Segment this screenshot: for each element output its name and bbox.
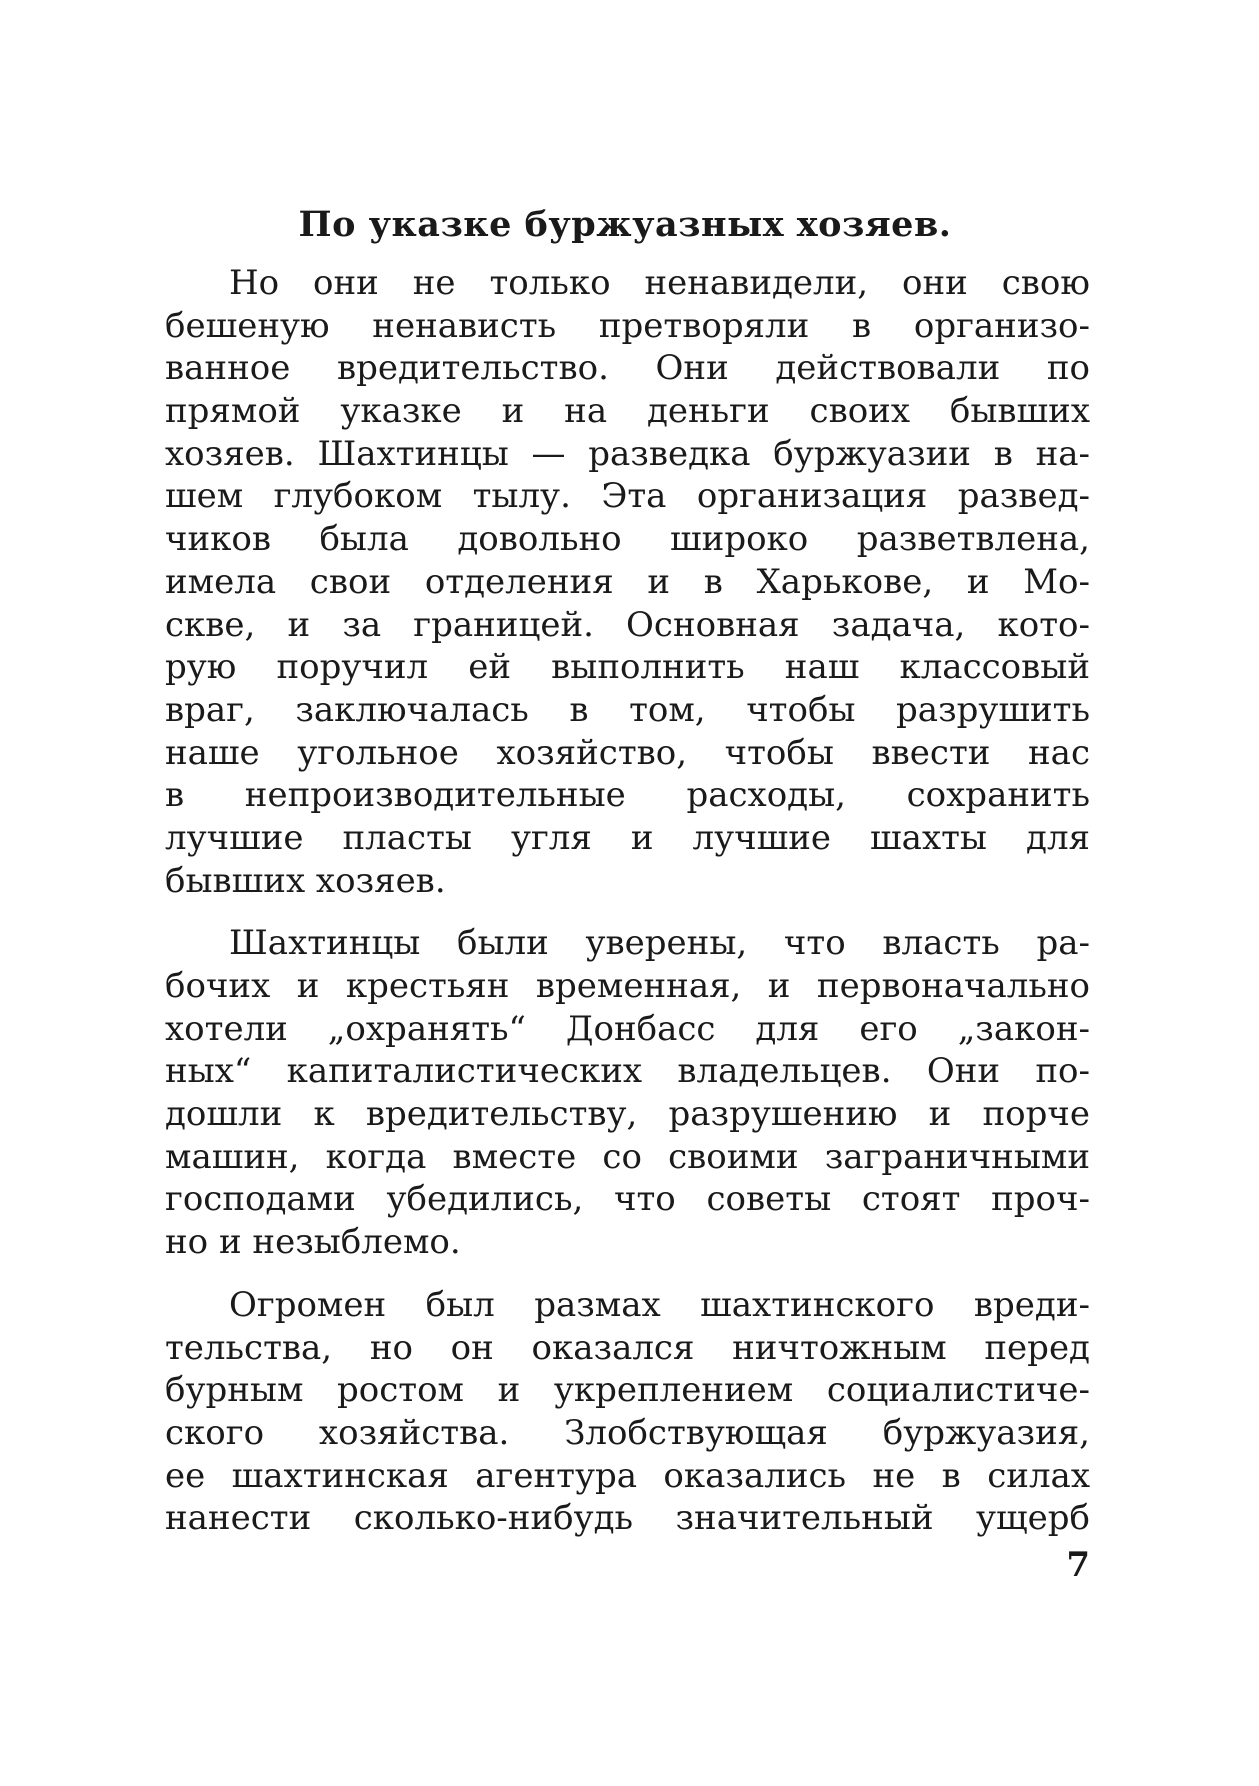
text-line: имела свои отделения и в Харькове, и Мо- [165,561,1090,602]
paragraph-3 [165,1284,1090,1540]
text-line: бешеную ненависть претворяли в организо- [165,305,1090,346]
text-line: в непроизводительные расходы, сохранить [165,775,1090,816]
text-line: ванное вредительство. Они действовали по [165,348,1090,389]
text-line: прямой указке и на деньги своих бывших [165,391,1090,432]
text-line: машин, когда вместе со своими заграничными [165,1136,1090,1177]
text-line: рую поручил ей выполнить наш классовый [165,647,1090,688]
text-line: дошли к вредительству, разрушению и порче [165,1094,1090,1135]
text-line: Шахтинцы были уверены, что власть ра- [229,923,1090,964]
text-line: хозяев. Шахтинцы — разведка буржуазии в на- [165,433,1090,474]
text-line: ского хозяйства. Злобствующая буржуазия, [165,1412,1090,1453]
text-line: наше угольное хозяйство, чтобы ввести нас [165,732,1090,773]
text-line: бурным ростом и укреплением социалистиче- [165,1370,1090,1411]
text-line: тельства, но он оказался ничтожным перед [165,1327,1090,1368]
text-line: чиков была довольно широко разветвлена, [165,519,1090,560]
paragraph-2 [165,922,1090,1264]
text-line: бочих и крестьян временная, и первоначально [165,966,1090,1006]
page-number: 7 [1066,1545,1090,1585]
text-line: Но они не только ненавидели, они свою [229,263,1090,303]
text-line: ных“ капиталистических владельцев. Они по- [165,1051,1090,1092]
text-line: скве, и за границей. Основная задача, кото- [165,604,1090,645]
text-line: ее шахтинская агентура оказались не в силах [165,1455,1090,1496]
body-text [165,262,1090,1540]
text-line: хотели „охранять“ Донбасс для его „закон- [165,1008,1090,1049]
text-line: враг, заключалась в том, чтобы разрушить [165,689,1090,730]
text-line: шем глубоком тылу. Эта организация развед- [165,476,1090,517]
text-line: господами убедились, что советы стоят проч- [165,1179,1090,1220]
text-line: бывших хозяев. [165,860,446,901]
text-line: Огромен был размах шахтинского вреди- [229,1284,1090,1325]
paragraph-1 [165,262,1090,902]
text-line: лучшие пласты угля и лучшие шахты для [165,817,1090,858]
text-line: но и незыблемо. [165,1222,461,1263]
section-heading: По указке буржуазных хозяев. [298,204,952,245]
text-line: нанести сколько-нибудь значительный ущерб [165,1498,1090,1539]
